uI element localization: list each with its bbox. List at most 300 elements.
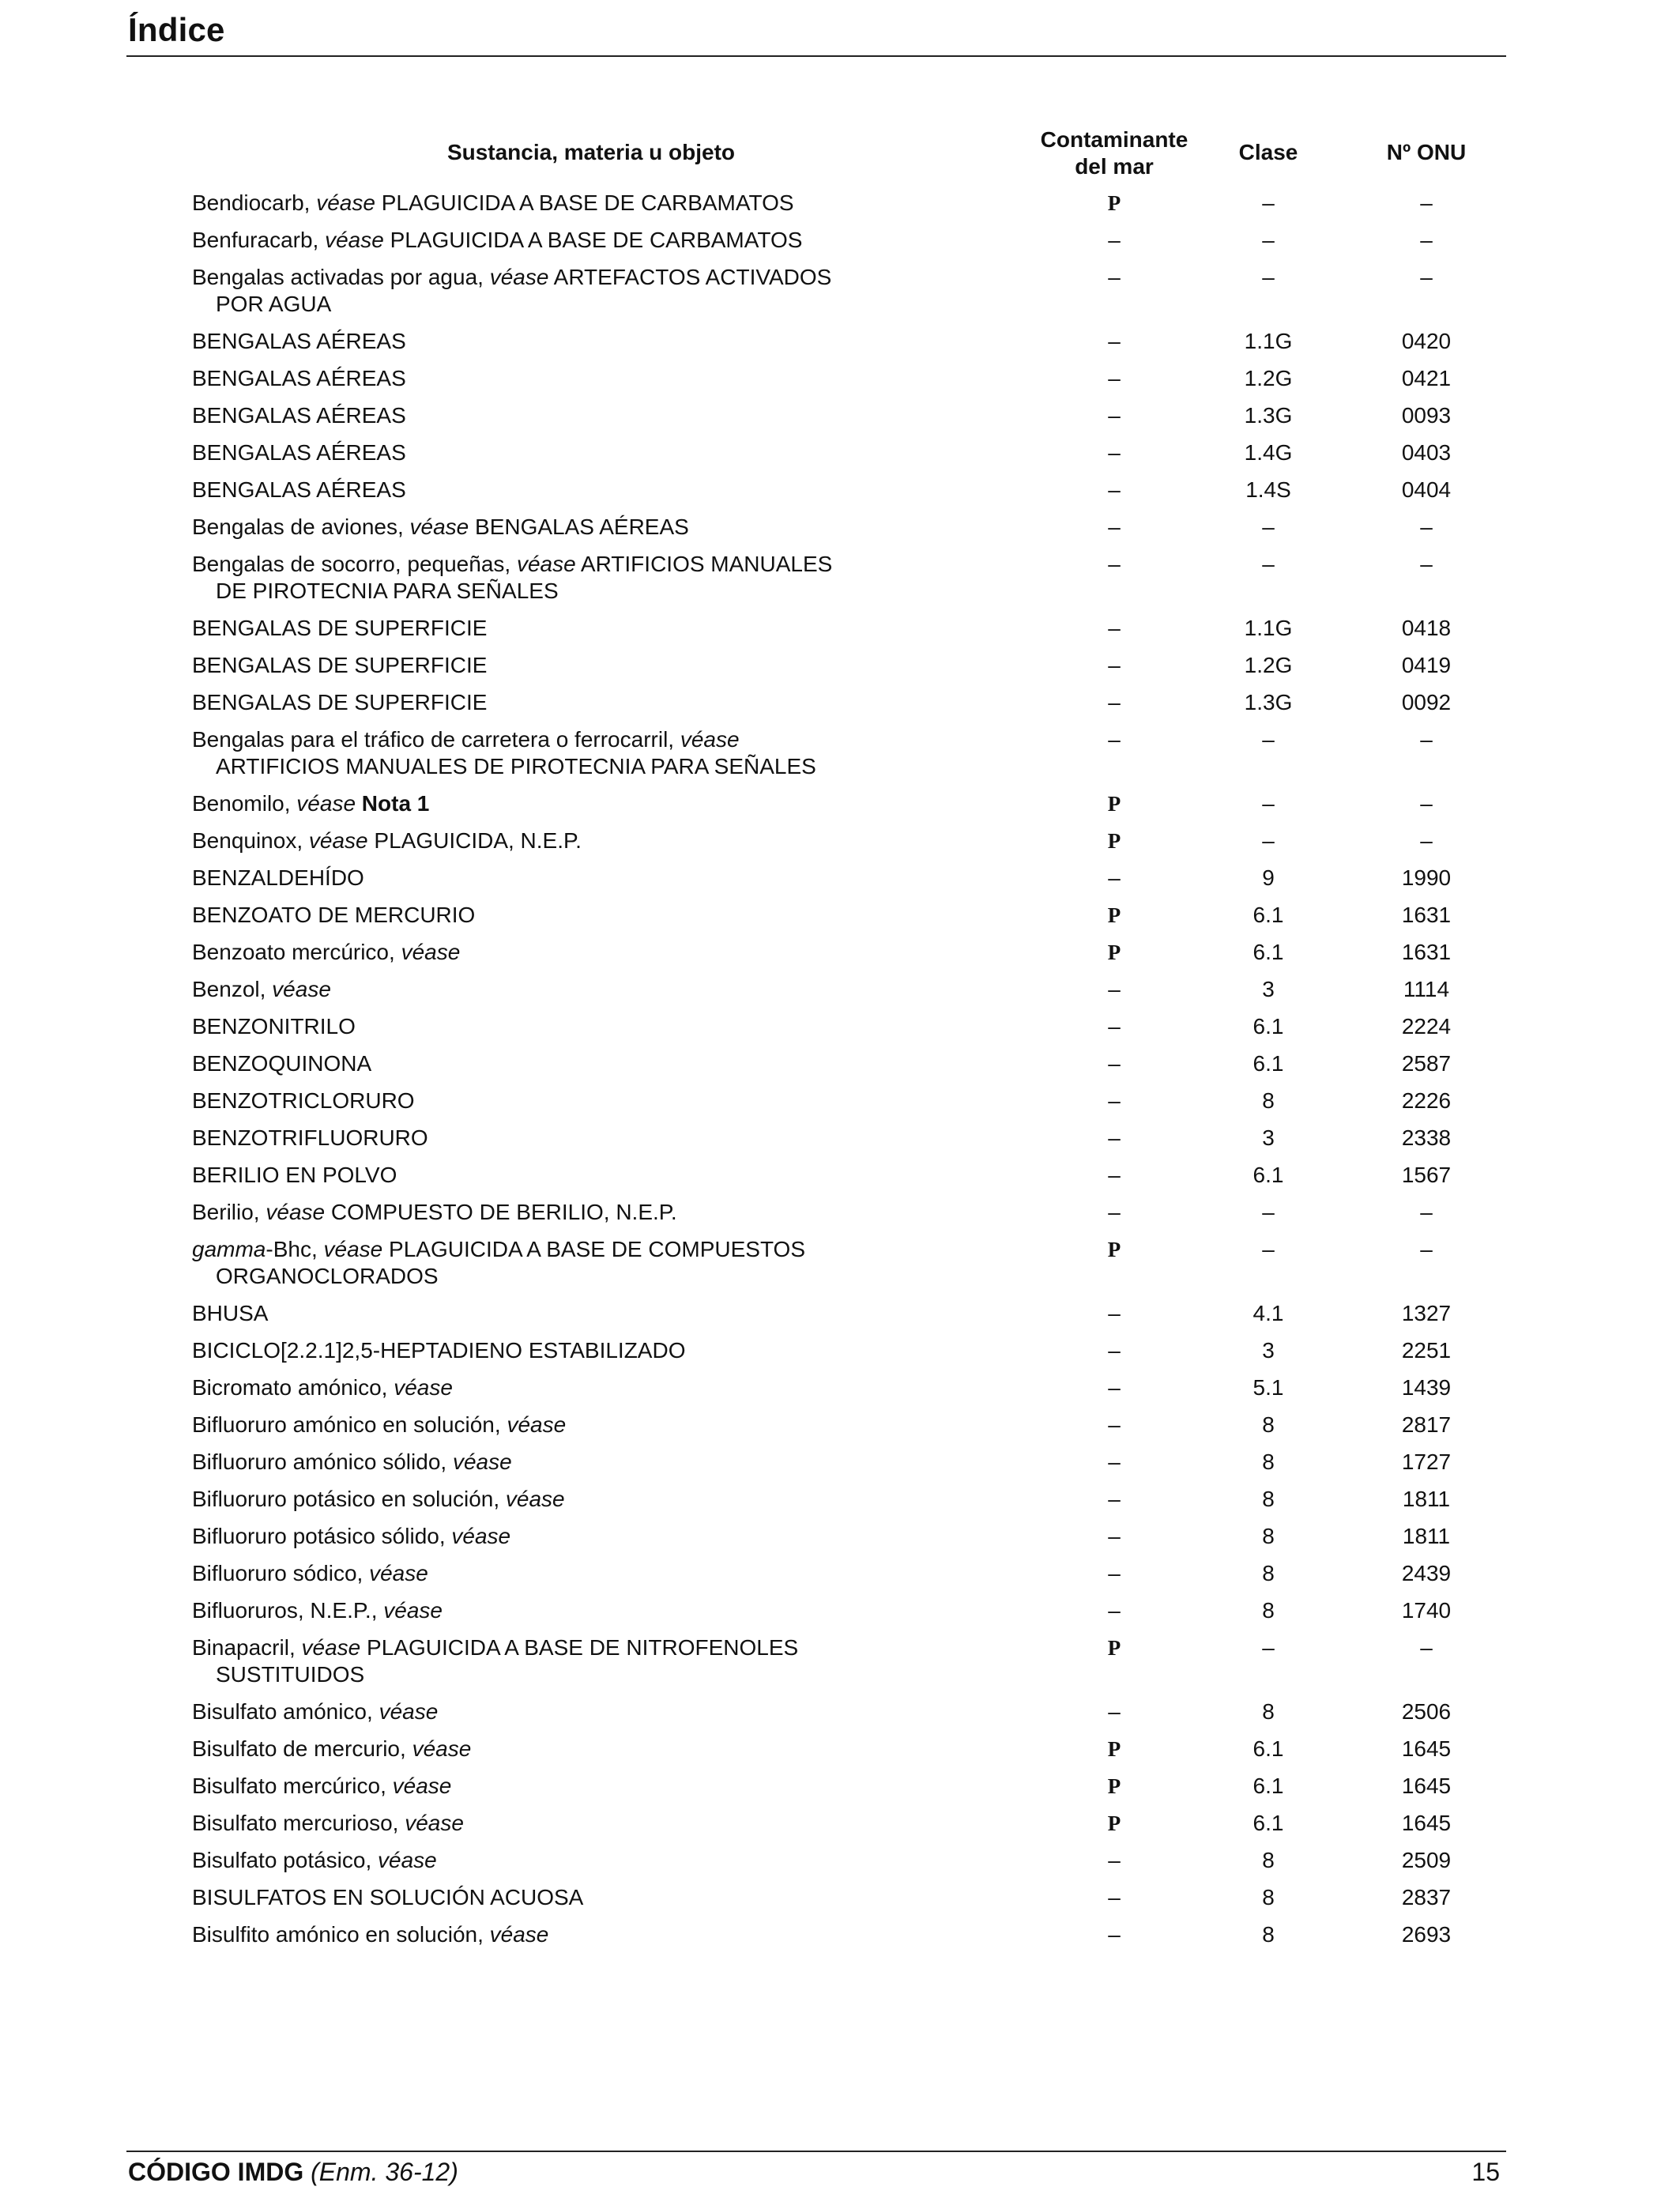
marine-pollutant-cell: – bbox=[1108, 1449, 1121, 1474]
substance-name-part: Bisulfato mercúrico, bbox=[192, 1774, 393, 1798]
substance-name-part: Bengalas de aviones, bbox=[192, 515, 410, 539]
un-number-cell: 2693 bbox=[1401, 1922, 1452, 1947]
class-cell: 1.1G bbox=[1244, 329, 1293, 353]
class-cell: 6.1 bbox=[1252, 940, 1284, 964]
un-number-cell: 1645 bbox=[1401, 1811, 1452, 1835]
substance-name-part: véase bbox=[316, 190, 375, 215]
marine-pollutant-cell: P bbox=[1107, 1774, 1121, 1798]
substance-name-part: Bisulfato amónico, bbox=[192, 1699, 379, 1724]
class-cell: 8 bbox=[1262, 1885, 1275, 1909]
substance-name bbox=[192, 827, 903, 854]
substance-name-part: véase bbox=[394, 1375, 453, 1400]
class-cell: – bbox=[1262, 1200, 1275, 1224]
table-row bbox=[0, 514, 1680, 551]
substance-name bbox=[192, 365, 903, 392]
class-cell: 6.1 bbox=[1252, 1014, 1284, 1039]
page-number: 15 bbox=[1471, 2158, 1500, 2186]
un-number-cell: 1990 bbox=[1401, 865, 1452, 890]
un-number-cell: – bbox=[1420, 228, 1433, 252]
marine-pollutant-cell: – bbox=[1108, 1014, 1121, 1039]
class-cell: 9 bbox=[1262, 865, 1275, 890]
substance-name-part: BENGALAS DE SUPERFICIE bbox=[192, 653, 488, 677]
un-number-cell: 2837 bbox=[1401, 1885, 1452, 1909]
un-number-cell: – bbox=[1420, 515, 1433, 539]
marine-pollutant-cell: P bbox=[1107, 829, 1121, 853]
class-cell: 3 bbox=[1262, 1125, 1275, 1150]
substance-name-part bbox=[356, 791, 362, 816]
substance-name bbox=[192, 1698, 903, 1725]
substance-name-part: BENGALAS AÉREAS bbox=[192, 366, 406, 390]
class-cell: 6.1 bbox=[1252, 1736, 1284, 1761]
class-cell: – bbox=[1262, 791, 1275, 816]
table-row bbox=[0, 1810, 1680, 1847]
marine-pollutant-cell: – bbox=[1108, 265, 1121, 289]
marine-pollutant-cell: – bbox=[1108, 1125, 1121, 1150]
marine-pollutant-cell: – bbox=[1108, 403, 1121, 428]
substance-name-part: véase bbox=[412, 1736, 472, 1761]
substance-name-part: gamma bbox=[192, 1237, 266, 1261]
substance-name bbox=[192, 551, 903, 605]
substance-name-part: BENZALDEHÍDO bbox=[192, 865, 364, 890]
substance-name bbox=[192, 939, 903, 966]
un-number-cell: – bbox=[1420, 727, 1433, 752]
table-row bbox=[0, 1162, 1680, 1199]
substance-name bbox=[192, 1337, 903, 1364]
un-number-cell: 0403 bbox=[1401, 440, 1452, 465]
class-cell: 6.1 bbox=[1252, 1811, 1284, 1835]
substance-name-part: BENGALAS AÉREAS bbox=[192, 329, 406, 353]
substance-name-part: véase bbox=[409, 515, 469, 539]
substance-name-part: BENGALAS AÉREAS bbox=[469, 515, 689, 539]
marine-pollutant-cell: P bbox=[1107, 903, 1121, 927]
substance-name bbox=[192, 1412, 903, 1438]
class-cell: 6.1 bbox=[1252, 903, 1284, 927]
table-row bbox=[0, 1337, 1680, 1374]
table-row bbox=[0, 790, 1680, 827]
un-number-cell: 2587 bbox=[1401, 1051, 1452, 1076]
table-row bbox=[0, 902, 1680, 939]
substance-name-part: PLAGUICIDA A BASE DE CARBAMATOS bbox=[383, 228, 803, 252]
substance-name-part: BENGALAS DE SUPERFICIE bbox=[192, 616, 488, 640]
substance-name-continuation: ARTIFICIOS MANUALES DE PIROTECNIA PARA SEÑALES bbox=[216, 754, 816, 778]
substance-name bbox=[192, 652, 903, 679]
substance-name-part: BENZONITRILO bbox=[192, 1014, 356, 1039]
substance-name bbox=[192, 902, 903, 929]
marine-pollutant-cell: – bbox=[1108, 1163, 1121, 1187]
substance-name-continuation: POR AGUA bbox=[216, 292, 332, 316]
un-number-cell: 1740 bbox=[1401, 1598, 1452, 1623]
marine-pollutant-cell: P bbox=[1107, 1737, 1121, 1761]
substance-name-part: Bifluoruro potásico en solución, bbox=[192, 1487, 506, 1511]
substance-name-part: BICICLO[2.2.1]2,5-HEPTADIENO ESTABILIZADO bbox=[192, 1338, 686, 1363]
substance-name-part: véase bbox=[383, 1598, 443, 1623]
substance-name bbox=[192, 726, 903, 780]
un-number-cell: 0419 bbox=[1401, 653, 1452, 677]
marine-pollutant-cell: – bbox=[1108, 616, 1121, 640]
column-header-un-number: Nº ONU bbox=[1386, 140, 1467, 164]
un-number-cell: 2506 bbox=[1401, 1699, 1452, 1724]
table-row bbox=[0, 1236, 1680, 1300]
substance-name bbox=[192, 1523, 903, 1550]
table-row bbox=[0, 865, 1680, 902]
substance-name-part: Bifluoruro amónico sólido, bbox=[192, 1449, 453, 1474]
marine-pollutant-cell: – bbox=[1108, 690, 1121, 714]
marine-pollutant-cell: P bbox=[1107, 1636, 1121, 1660]
substance-name bbox=[192, 1847, 903, 1874]
table-row bbox=[0, 1847, 1680, 1884]
un-number-cell: 1727 bbox=[1401, 1449, 1452, 1474]
substance-name-part: véase bbox=[452, 1449, 512, 1474]
footer-code: CÓDIGO IMDG bbox=[128, 2158, 304, 2186]
marine-pollutant-cell: – bbox=[1108, 1524, 1121, 1548]
class-cell: 4.1 bbox=[1252, 1301, 1284, 1325]
class-cell: – bbox=[1262, 828, 1275, 853]
class-cell: – bbox=[1262, 1635, 1275, 1660]
table-row bbox=[0, 1199, 1680, 1236]
class-cell: – bbox=[1262, 265, 1275, 289]
substance-name-part: ARTIFICIOS MANUALES bbox=[575, 552, 833, 576]
marine-pollutant-cell: – bbox=[1108, 1561, 1121, 1585]
substance-name bbox=[192, 1088, 903, 1114]
class-cell: 8 bbox=[1262, 1922, 1275, 1947]
substance-name-part: -Bhc, bbox=[266, 1237, 324, 1261]
substance-name bbox=[192, 976, 903, 1003]
un-number-cell: 1811 bbox=[1402, 1524, 1451, 1548]
substance-name-part: Bicromato amónico, bbox=[192, 1375, 394, 1400]
substance-name bbox=[192, 1125, 903, 1152]
substance-name-part: Benomilo, bbox=[192, 791, 297, 816]
un-number-cell: 1631 bbox=[1401, 903, 1452, 927]
un-number-cell: 1567 bbox=[1401, 1163, 1452, 1187]
substance-name-part: Bengalas de socorro, pequeñas, bbox=[192, 552, 517, 576]
class-cell: – bbox=[1262, 727, 1275, 752]
class-cell: 6.1 bbox=[1252, 1051, 1284, 1076]
substance-name-continuation: SUSTITUIDOS bbox=[216, 1662, 365, 1687]
substance-name-part: véase bbox=[272, 977, 331, 1001]
table-row bbox=[0, 551, 1680, 615]
table-row bbox=[0, 1374, 1680, 1412]
table-row bbox=[0, 1884, 1680, 1921]
substance-name-part: Benzol, bbox=[192, 977, 273, 1001]
marine-pollutant-cell: – bbox=[1108, 1885, 1121, 1909]
marine-pollutant-cell: – bbox=[1108, 366, 1121, 390]
un-number-cell: 2251 bbox=[1401, 1338, 1452, 1363]
marine-pollutant-cell: P bbox=[1107, 792, 1121, 816]
class-cell: 3 bbox=[1262, 1338, 1275, 1363]
substance-name-part: Binapacril, bbox=[192, 1635, 302, 1660]
table-row bbox=[0, 1088, 1680, 1125]
table-row bbox=[0, 328, 1680, 365]
table-row bbox=[0, 1486, 1680, 1523]
table-row bbox=[0, 227, 1680, 264]
substance-name bbox=[192, 1013, 903, 1040]
substance-name-part: Bifluoruro sódico, bbox=[192, 1561, 370, 1585]
substance-name-part: véase bbox=[378, 1848, 437, 1872]
marine-pollutant-cell: – bbox=[1108, 1375, 1121, 1400]
substance-name bbox=[192, 402, 903, 429]
substance-name-part: véase bbox=[266, 1200, 326, 1224]
substance-name bbox=[192, 1449, 903, 1476]
substance-name bbox=[192, 439, 903, 466]
table-row bbox=[0, 689, 1680, 726]
substance-name-part: PLAGUICIDA, N.E.P. bbox=[367, 828, 582, 853]
substance-name-part: BENGALAS DE SUPERFICIE bbox=[192, 690, 488, 714]
substance-name-part: Bisulfato de mercurio, bbox=[192, 1736, 412, 1761]
un-number-cell: 1327 bbox=[1401, 1301, 1452, 1325]
substance-name bbox=[192, 1300, 903, 1327]
class-cell: – bbox=[1262, 552, 1275, 576]
un-number-cell: 2224 bbox=[1401, 1014, 1452, 1039]
substance-name-part: Bifluoruros, N.E.P., bbox=[192, 1598, 384, 1623]
class-cell: 3 bbox=[1262, 977, 1275, 1001]
un-number-cell: 0092 bbox=[1401, 690, 1452, 714]
substance-name bbox=[192, 1236, 903, 1290]
table-row bbox=[0, 402, 1680, 439]
column-header-marine-pollutant: Contaminante del mar bbox=[1040, 127, 1188, 179]
class-cell: – bbox=[1262, 190, 1275, 215]
class-cell: 1.2G bbox=[1244, 366, 1293, 390]
un-number-cell: 1439 bbox=[1401, 1375, 1452, 1400]
un-number-cell: 1811 bbox=[1402, 1487, 1451, 1511]
substance-name bbox=[192, 1374, 903, 1401]
marine-pollutant-cell: – bbox=[1108, 1922, 1121, 1947]
substance-name-part: BENZOTRIFLUORURO bbox=[192, 1125, 428, 1150]
un-number-cell: 0420 bbox=[1401, 329, 1452, 353]
header-rule bbox=[126, 55, 1506, 57]
substance-name bbox=[192, 514, 903, 541]
marine-pollutant-cell: – bbox=[1108, 1051, 1121, 1076]
marine-pollutant-cell: – bbox=[1108, 1598, 1121, 1623]
marine-pollutant-cell: – bbox=[1108, 515, 1121, 539]
substance-name bbox=[192, 1597, 903, 1624]
class-cell: 1.3G bbox=[1244, 690, 1293, 714]
footer-rule bbox=[126, 2151, 1506, 2152]
substance-name-part: Nota 1 bbox=[361, 791, 430, 816]
class-cell: – bbox=[1262, 515, 1275, 539]
substance-name-part: BENGALAS AÉREAS bbox=[192, 440, 406, 465]
marine-pollutant-cell: – bbox=[1108, 329, 1121, 353]
substance-name-part: Bengalas activadas por agua, bbox=[192, 265, 490, 289]
table-row bbox=[0, 976, 1680, 1013]
substance-name-part: COMPUESTO DE BERILIO, N.E.P. bbox=[325, 1200, 677, 1224]
substance-name-part: BENZOATO DE MERCURIO bbox=[192, 903, 476, 927]
substance-name bbox=[192, 1634, 903, 1688]
substance-name-part: BISULFATOS EN SOLUCIÓN ACUOSA bbox=[192, 1885, 584, 1909]
substance-name-part: véase bbox=[369, 1561, 428, 1585]
table-row bbox=[0, 827, 1680, 865]
substance-name-part: véase bbox=[516, 552, 576, 576]
substance-name-part: Bisulfito amónico en solución, bbox=[192, 1922, 490, 1947]
table-row bbox=[0, 190, 1680, 227]
substance-name bbox=[192, 1162, 903, 1189]
table-row bbox=[0, 1736, 1680, 1773]
class-cell: 6.1 bbox=[1252, 1774, 1284, 1798]
substance-name bbox=[192, 1050, 903, 1077]
un-number-cell: – bbox=[1420, 265, 1433, 289]
un-number-cell: 0093 bbox=[1401, 403, 1452, 428]
substance-name-part: Bendiocarb, bbox=[192, 190, 317, 215]
substance-name bbox=[192, 1736, 903, 1762]
substance-name-part: PLAGUICIDA A BASE DE COMPUESTOS bbox=[382, 1237, 805, 1261]
marine-pollutant-cell: – bbox=[1108, 1412, 1121, 1437]
un-number-cell: 1631 bbox=[1401, 940, 1452, 964]
class-cell: 8 bbox=[1262, 1598, 1275, 1623]
substance-name-part: PLAGUICIDA A BASE DE CARBAMATOS bbox=[375, 190, 794, 215]
class-cell: 8 bbox=[1262, 1412, 1275, 1437]
table-row bbox=[0, 939, 1680, 976]
marine-pollutant-cell: P bbox=[1107, 1238, 1121, 1261]
substance-name-part: Bisulfato potásico, bbox=[192, 1848, 379, 1872]
un-number-cell: 1114 bbox=[1403, 977, 1450, 1001]
class-cell: 8 bbox=[1262, 1524, 1275, 1548]
column-header-class: Clase bbox=[1238, 140, 1298, 164]
substance-name-part: Berilio, bbox=[192, 1200, 266, 1224]
substance-name-part: BENGALAS AÉREAS bbox=[192, 403, 406, 428]
un-number-cell: 2226 bbox=[1401, 1088, 1452, 1113]
substance-name bbox=[192, 615, 903, 642]
table-row bbox=[0, 365, 1680, 402]
class-cell: – bbox=[1262, 228, 1275, 252]
substance-name-part: véase bbox=[301, 1635, 361, 1660]
un-number-cell: 1645 bbox=[1401, 1736, 1452, 1761]
substance-name bbox=[192, 1884, 903, 1911]
substance-name-part: véase bbox=[405, 1811, 464, 1835]
substance-name-part: BERILIO EN POLVO bbox=[192, 1163, 397, 1187]
un-number-cell: – bbox=[1420, 1635, 1433, 1660]
un-number-cell: 2439 bbox=[1401, 1561, 1452, 1585]
substance-name-continuation: DE PIROTECNIA PARA SEÑALES bbox=[216, 579, 559, 603]
substance-name-part: véase bbox=[308, 828, 368, 853]
substance-name-part: PLAGUICIDA A BASE DE NITROFENOLES bbox=[360, 1635, 799, 1660]
substance-name bbox=[192, 190, 903, 217]
class-cell: 5.1 bbox=[1252, 1375, 1284, 1400]
table-row bbox=[0, 1523, 1680, 1560]
substance-name-part: BHUSA bbox=[192, 1301, 269, 1325]
substance-name bbox=[192, 1810, 903, 1837]
marine-pollutant-cell: P bbox=[1107, 191, 1121, 215]
table-row bbox=[0, 726, 1680, 790]
substance-name bbox=[192, 865, 903, 892]
substance-name-part: ARTEFACTOS ACTIVADOS bbox=[548, 265, 832, 289]
un-number-cell: – bbox=[1420, 1237, 1433, 1261]
class-cell: 8 bbox=[1262, 1699, 1275, 1724]
substance-name bbox=[192, 689, 903, 716]
class-cell: 8 bbox=[1262, 1487, 1275, 1511]
un-number-cell: – bbox=[1420, 1200, 1433, 1224]
substance-name-part: véase bbox=[680, 727, 740, 752]
marine-pollutant-cell: – bbox=[1108, 1699, 1121, 1724]
marine-pollutant-cell: – bbox=[1108, 1088, 1121, 1113]
class-cell: 8 bbox=[1262, 1088, 1275, 1113]
substance-name bbox=[192, 1486, 903, 1513]
substance-name-part: véase bbox=[401, 940, 461, 964]
substance-name bbox=[192, 1560, 903, 1587]
marine-pollutant-cell: – bbox=[1108, 477, 1121, 502]
table-row bbox=[0, 615, 1680, 652]
substance-name bbox=[192, 1199, 903, 1226]
class-cell: 8 bbox=[1262, 1561, 1275, 1585]
marine-pollutant-cell: – bbox=[1108, 1848, 1121, 1872]
substance-name-part: BENZOQUINONA bbox=[192, 1051, 372, 1076]
un-number-cell: – bbox=[1420, 190, 1433, 215]
table-row bbox=[0, 1050, 1680, 1088]
substance-name-part: BENZOTRICLORURO bbox=[192, 1088, 415, 1113]
substance-name-part: véase bbox=[489, 265, 549, 289]
marine-pollutant-cell: – bbox=[1108, 1487, 1121, 1511]
marine-pollutant-cell: – bbox=[1108, 1301, 1121, 1325]
substance-name-part: Benzoato mercúrico, bbox=[192, 940, 401, 964]
table-row bbox=[0, 1773, 1680, 1810]
index-table-body bbox=[0, 190, 1680, 1958]
un-number-cell: 0404 bbox=[1401, 477, 1452, 502]
substance-name bbox=[192, 1773, 903, 1800]
substance-name-part: véase bbox=[325, 228, 384, 252]
substance-name bbox=[192, 227, 903, 254]
substance-name-part: véase bbox=[505, 1487, 565, 1511]
footer-edition: (Enm. 36-12) bbox=[311, 2158, 458, 2186]
substance-name-part: Bifluoruro amónico en solución, bbox=[192, 1412, 507, 1437]
table-row bbox=[0, 1449, 1680, 1486]
substance-name-part: véase bbox=[451, 1524, 511, 1548]
substance-name-part: Bifluoruro potásico sólido, bbox=[192, 1524, 452, 1548]
un-number-cell: 1645 bbox=[1401, 1774, 1452, 1798]
marine-pollutant-cell: – bbox=[1108, 727, 1121, 752]
table-row bbox=[0, 1300, 1680, 1337]
table-header bbox=[0, 126, 1680, 183]
marine-pollutant-cell: P bbox=[1107, 1811, 1121, 1835]
substance-name bbox=[192, 477, 903, 503]
substance-name bbox=[192, 328, 903, 355]
substance-name-part: BENGALAS AÉREAS bbox=[192, 477, 406, 502]
un-number-cell: – bbox=[1420, 791, 1433, 816]
substance-name-part: Benfuracarb, bbox=[192, 228, 326, 252]
un-number-cell: 0418 bbox=[1401, 616, 1452, 640]
un-number-cell: – bbox=[1420, 552, 1433, 576]
substance-name-part: Bengalas para el tráfico de carretera o ferrocarril, bbox=[192, 727, 680, 752]
un-number-cell: – bbox=[1420, 828, 1433, 853]
substance-name-part: véase bbox=[489, 1922, 549, 1947]
class-cell: 1.1G bbox=[1244, 616, 1293, 640]
marine-pollutant-cell: – bbox=[1108, 977, 1121, 1001]
substance-name-part: Bisulfato mercurioso, bbox=[192, 1811, 405, 1835]
table-row bbox=[0, 477, 1680, 514]
table-row bbox=[0, 1921, 1680, 1958]
substance-name-part: véase bbox=[323, 1237, 383, 1261]
marine-pollutant-cell: – bbox=[1108, 653, 1121, 677]
marine-pollutant-cell: – bbox=[1108, 440, 1121, 465]
footer-title bbox=[128, 2158, 458, 2187]
table-row bbox=[0, 1634, 1680, 1698]
column-header-substance: Sustancia, materia u objeto bbox=[446, 140, 736, 164]
table-row bbox=[0, 1125, 1680, 1162]
class-cell: 1.2G bbox=[1244, 653, 1293, 677]
table-row bbox=[0, 652, 1680, 689]
table-row bbox=[0, 439, 1680, 477]
substance-name-part: véase bbox=[507, 1412, 567, 1437]
marine-pollutant-cell: – bbox=[1108, 228, 1121, 252]
un-number-cell: 2338 bbox=[1401, 1125, 1452, 1150]
substance-name-part: véase bbox=[296, 791, 356, 816]
marine-pollutant-cell: – bbox=[1108, 552, 1121, 576]
substance-name bbox=[192, 1921, 903, 1948]
page-title: Índice bbox=[128, 11, 225, 48]
substance-name-part: véase bbox=[379, 1699, 439, 1724]
marine-pollutant-cell: – bbox=[1108, 1338, 1121, 1363]
substance-name-part: véase bbox=[392, 1774, 452, 1798]
table-row bbox=[0, 1597, 1680, 1634]
un-number-cell: 0421 bbox=[1401, 366, 1452, 390]
table-row bbox=[0, 1698, 1680, 1736]
